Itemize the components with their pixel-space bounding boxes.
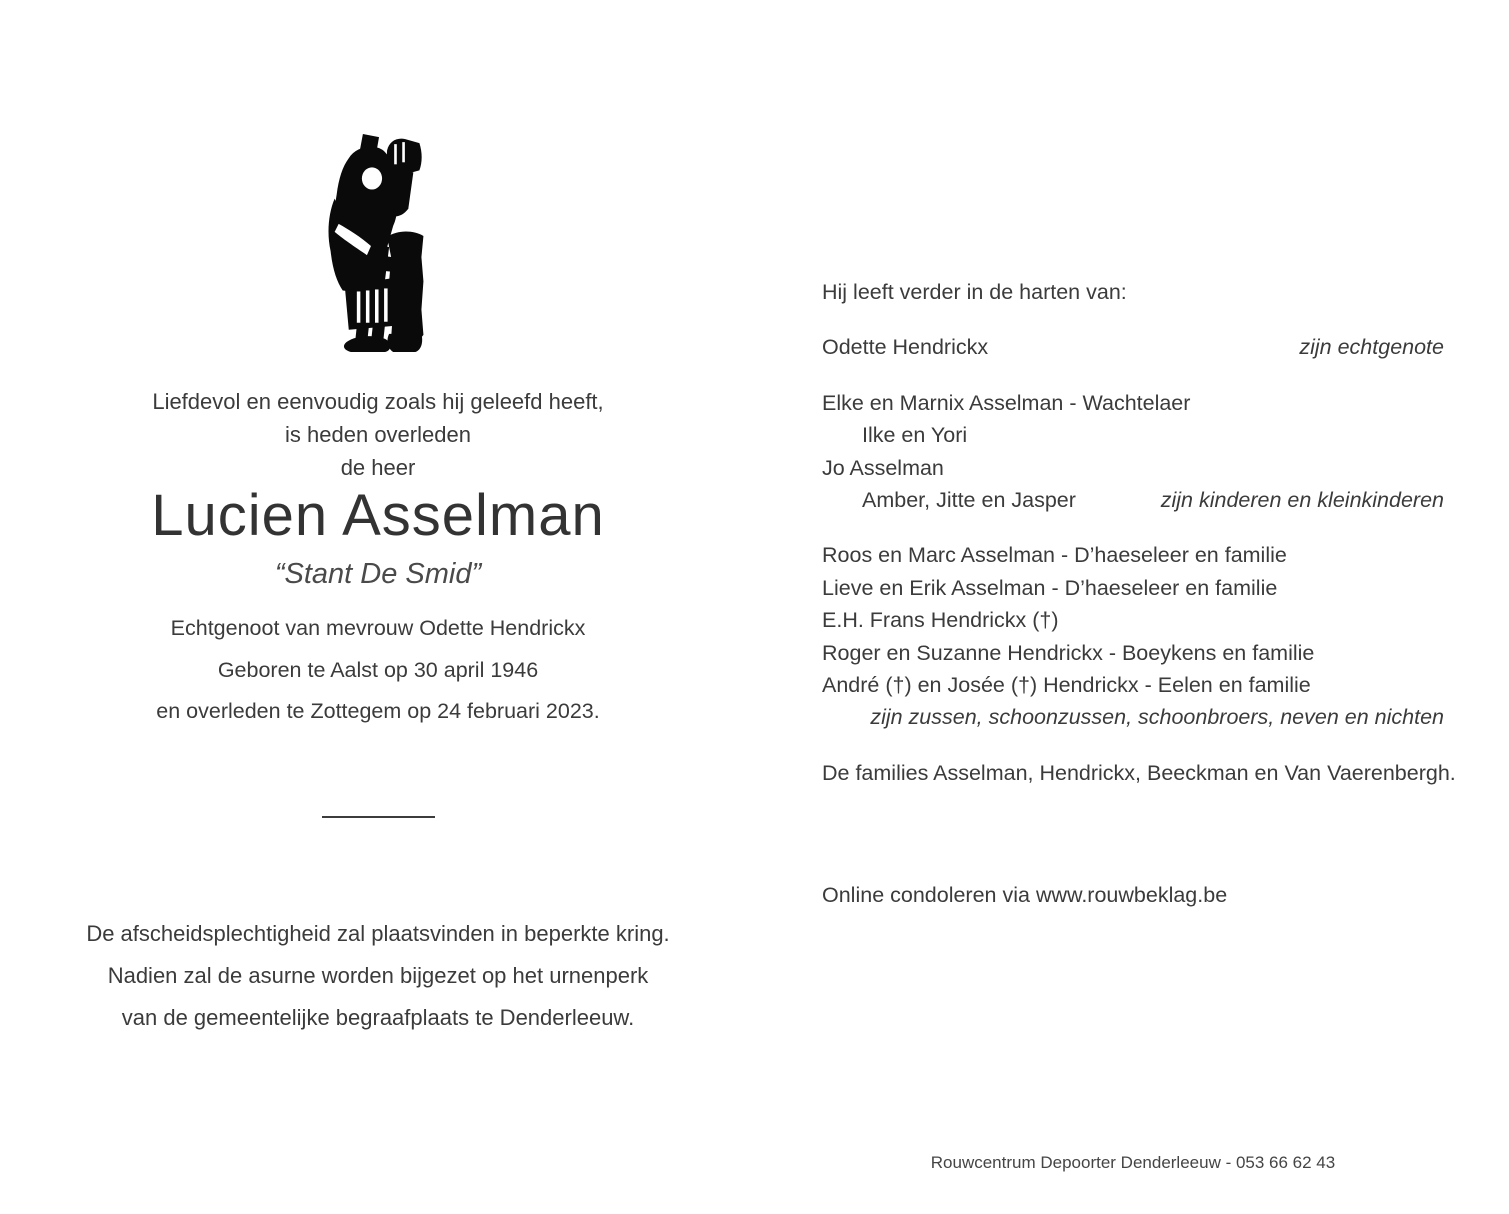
child-line: Elke en Marnix Asselman - Wachtelaer (822, 390, 1191, 415)
ceremony-notice (40, 913, 716, 1039)
ceremony-line: De afscheidsplechtigheid zal plaatsvinden in beperkte kring. (86, 921, 670, 946)
spouse-name: Odette Hendrickx (822, 335, 989, 360)
deceased-nickname: “Stant De Smid” (274, 558, 482, 590)
ceremony-line: Nadien zal de asurne worden bijgezet op het urnenperk (107, 963, 649, 988)
intro-line: de heer (340, 455, 416, 480)
families-line: De families Asselman, Hendrickx, Beeckman en Van Vaerenbergh. (822, 760, 1456, 785)
life-details (60, 608, 696, 733)
children-relation: zijn kinderen en kleinkinderen (1160, 488, 1444, 513)
children-relation-row (822, 484, 1444, 516)
spacer (822, 516, 1444, 539)
siblings-relation: zijn zussen, schoonzussen, schoonbroers, neven en nichten (870, 705, 1444, 730)
spacer (822, 364, 1444, 387)
blacksmith-illustration (326, 128, 424, 352)
ceremony-line: van de gemeentelijke begraafplaats te Denderleeuw. (121, 1005, 635, 1030)
intro-line: is heden overleden (285, 422, 471, 447)
detail-line: Geboren te Aalst op 30 april 1946 (217, 657, 539, 682)
sibling-line: Roos en Marc Asselman - D’haeseleer en familie (822, 543, 1287, 568)
condolence-line: Online condoleren via www.rouwbeklag.be (822, 883, 1228, 908)
funeral-home-footer: Rouwcentrum Depoorter Denderleeuw - 053 66 62 43 (930, 1153, 1336, 1172)
sibling-line: Lieve en Erik Asselman - D’haeseleer en familie (822, 575, 1278, 600)
sibling-line: André (†) en Josée (†) Hendrickx - Eelen en familie (822, 673, 1311, 698)
spacer (822, 734, 1444, 757)
sibling-line: Roger en Suzanne Hendrickx - Boeykens en familie (822, 640, 1315, 665)
spacer (822, 789, 1444, 879)
deceased-name: Lucien Asselman (151, 483, 605, 548)
spouse-row (822, 331, 1444, 363)
spouse-relation: zijn echtgenote (1299, 335, 1444, 360)
blacksmith-icon (326, 128, 424, 352)
grandchild-line: Ilke en Yori (862, 423, 968, 448)
grandchild-line: Amber, Jitte en Jasper (862, 488, 1076, 513)
survivors-column (822, 276, 1456, 912)
survivors-heading: Hij leeft verder in de harten van: (822, 280, 1127, 304)
sibling-line: E.H. Frans Hendrickx (†) (822, 608, 1059, 633)
detail-line: Echtgenoot van mevrouw Odette Hendrickx (170, 616, 586, 640)
detail-line: en overleden te Zottegem op 24 februari 2023. (156, 699, 600, 723)
divider-line (322, 816, 435, 818)
spacer (822, 308, 1444, 331)
child-line: Jo Asselman (822, 455, 944, 480)
intro-lines (60, 385, 696, 484)
intro-line: Liefdevol en eenvoudig zoals hij geleefd heeft, (152, 389, 604, 414)
